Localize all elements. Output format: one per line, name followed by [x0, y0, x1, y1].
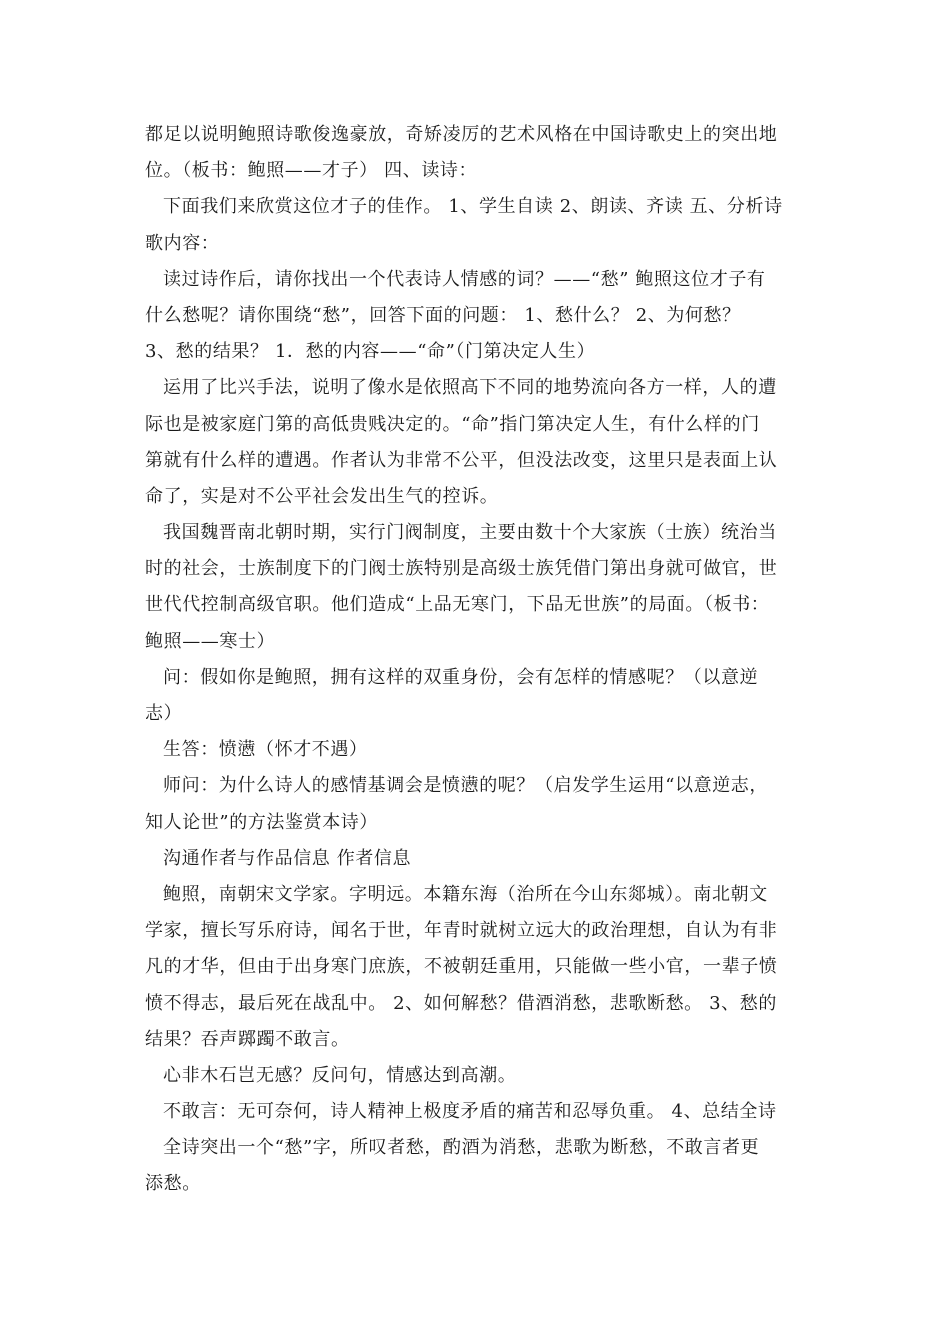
text-line: 位。（板书：鲍照——才子） 四、读诗： [145, 160, 478, 182]
text-line: 都足以说明鲍照诗歌俊逸豪放，奇矫凌厉的艺术风格在中国诗歌史上的突出地 [145, 124, 778, 145]
text-line: 命了，实是对不公平社会发出生气的控诉。 [145, 485, 499, 507]
text-line: 歌内容： [145, 232, 220, 254]
text-line: 凡的才华，但由于出身寒门庶族，不被朝廷重用，只能做一些小官，一辈子愤 [145, 956, 778, 978]
text-line: 我国魏晋南北朝时期，实行门阀制度，主要由数十个大家族（士族）统治当 [163, 522, 777, 544]
text-line: 什么愁呢？请你围绕“愁”，回答下面的问题： 1、愁什么？ 2、为何愁？ [145, 304, 741, 326]
text-line: 不敢言：无可奈何，诗人精神上极度矛盾的痛苦和忍辱负重。 4、总结全诗 [163, 1101, 777, 1123]
text-line: 3、愁的结果？ 1．愁的内容——“命”（门第决定人生） [145, 341, 596, 363]
text-line: 知人论世”的方法鉴赏本诗） [145, 811, 379, 833]
text-line: 第就有什么样的遭遇。作者认为非常不公平，但没法改变，这里只是表面上认 [145, 449, 778, 471]
text-line: 时的社会，士族制度下的门阀士族特别是高级士族凭借门第出身就可做官，世 [145, 558, 778, 580]
text-line: 添愁。 [145, 1173, 201, 1195]
text-line: 沟通作者与作品信息 作者信息 [163, 847, 412, 869]
text-line: 世代代控制高级官职。他们造成“上品无寒门，下品无世族”的局面。（板书： [145, 594, 770, 616]
text-line: 读过诗作后，请你找出一个代表诗人情感的词？——“愁” 鲍照这位才子有 [163, 268, 766, 290]
text-line: 际也是被家庭门第的高低贵贱决定的。“命”指门第决定人生，有什么样的门 [145, 413, 760, 435]
text-line: 生答：愤懑（怀才不遇） [163, 739, 368, 761]
text-line: 志） [145, 703, 183, 724]
text-line: 问：假如你是鲍照，拥有这样的双重身份，会有怎样的情感呢？（以意逆 [163, 666, 759, 688]
body-text [145, 117, 805, 1203]
text-line: 师问：为什么诗人的感情基调会是愤懑的呢？（启发学生运用“以意逆志， [163, 775, 768, 797]
text-line: 鲍照——寒士） [145, 630, 276, 652]
text-line: 全诗突出一个“愁”字，所叹者愁，酌酒为消愁，悲歌为断愁，不敢言者更 [163, 1137, 760, 1159]
text-line: 结果？吞声踯躅不敢言。 [145, 1028, 350, 1050]
text-line: 鲍照，南朝宋文学家。字明远。本籍东海（治所在今山东郯城）。南北朝文 [163, 883, 768, 905]
text-line: 愤不得志，最后死在战乱中。 2、如何解愁？借酒消愁，悲歌断愁。 3、愁的 [145, 992, 777, 1014]
text-line: 学家，擅长写乐府诗，闻名于世，年青时就树立远大的政治理想，自认为有非 [145, 920, 778, 942]
text-line: 心非木石岂无感？反问句，情感达到高潮。 [163, 1064, 517, 1086]
text-line: 下面我们来欣赏这位才子的佳作。 1、学生自读 2、朗读、齐读 五、分析诗 [163, 196, 783, 218]
text-line: 运用了比兴手法，说明了像水是依照高下不同的地势流向各方一样，人的遭 [163, 377, 777, 399]
